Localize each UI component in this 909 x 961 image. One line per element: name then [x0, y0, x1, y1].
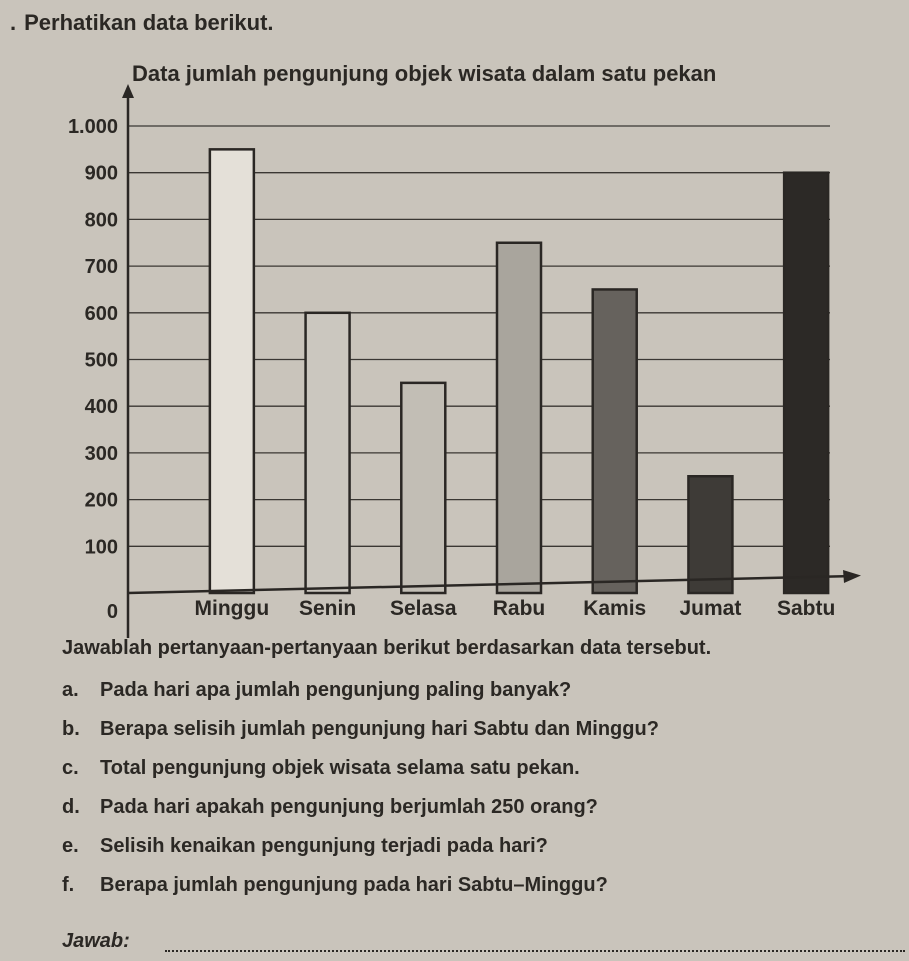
question-item [62, 836, 899, 856]
x-category-label: Kamis [583, 597, 647, 620]
intro-bullet: . [10, 10, 17, 35]
question-letter: d. [62, 796, 80, 818]
intro-text: Perhatikan data berikut. [24, 10, 274, 35]
y-tick-label: 500 [84, 349, 118, 372]
question-text: Pada hari apakah pengunjung berjumlah 250 orang? [100, 796, 598, 818]
question-item [62, 797, 899, 817]
question-list [38, 680, 899, 895]
intro-line [10, 10, 274, 36]
x-axis-arrow-icon [843, 570, 861, 583]
y-axis-arrow-icon [122, 84, 134, 98]
y-tick-label: 100 [84, 536, 118, 559]
y-tick-label: 600 [84, 302, 118, 325]
question-item [62, 758, 899, 778]
y-tick-label: 1.000 [67, 116, 118, 138]
question-text: Total pengunjung objek wisata selama satu pekan. [100, 757, 580, 779]
y-tick-label: 400 [84, 396, 118, 419]
question-text: Berapa jumlah pengunjung pada hari Sabtu–Minggu? [100, 874, 608, 896]
x-category-label: Senin [298, 597, 357, 620]
bar-rabu [497, 243, 541, 593]
questions-section [38, 638, 899, 914]
y-tick-label: 800 [84, 209, 118, 232]
question-item [62, 875, 899, 895]
bar-kamis [593, 289, 637, 593]
question-item [62, 719, 899, 739]
x-category-label: Sabtu [776, 597, 836, 620]
question-letter: f. [62, 874, 75, 896]
x-category-label: Rabu [492, 597, 546, 620]
y-tick-label: 300 [84, 442, 118, 465]
bar-minggu [210, 149, 254, 593]
question-item [62, 680, 899, 700]
instruction-text: Jawablah pertanyaan-pertanyaan berikut berdasarkan data tersebut. [62, 637, 712, 659]
bar-jumat [688, 476, 732, 593]
x-category-labels [195, 597, 836, 620]
y-tick-label: 900 [84, 162, 118, 185]
x-category-label: Minggu [194, 597, 270, 620]
y-tick-label: 200 [84, 489, 118, 512]
question-letter: a. [62, 679, 79, 701]
question-letter: e. [62, 835, 79, 857]
question-letter: b. [62, 718, 80, 740]
question-text: Selisih kenaikan pengunjung terjadi pada hari? [100, 835, 548, 857]
chart-title: Data jumlah pengunjung objek wisata dalam satu pekan [132, 61, 717, 86]
y-tick-label: 700 [84, 256, 118, 279]
bar-senin [306, 313, 350, 593]
bar-chart [0, 48, 909, 638]
y-tick-label: 0 [106, 601, 118, 623]
bar-sabtu [784, 173, 828, 593]
question-letter: c. [62, 757, 79, 779]
bars [210, 149, 828, 593]
bar-selasa [401, 383, 445, 593]
question-text: Pada hari apa jumlah pengunjung paling banyak? [100, 679, 572, 701]
x-category-label: Selasa [390, 597, 457, 620]
x-category-label: Jumat [679, 597, 742, 620]
question-text: Berapa selisih jumlah pengunjung hari Sabtu dan Minggu? [100, 718, 659, 740]
answer-label: Jawab: [62, 930, 130, 952]
answer-line [165, 950, 905, 952]
y-tick-labels [68, 116, 118, 623]
